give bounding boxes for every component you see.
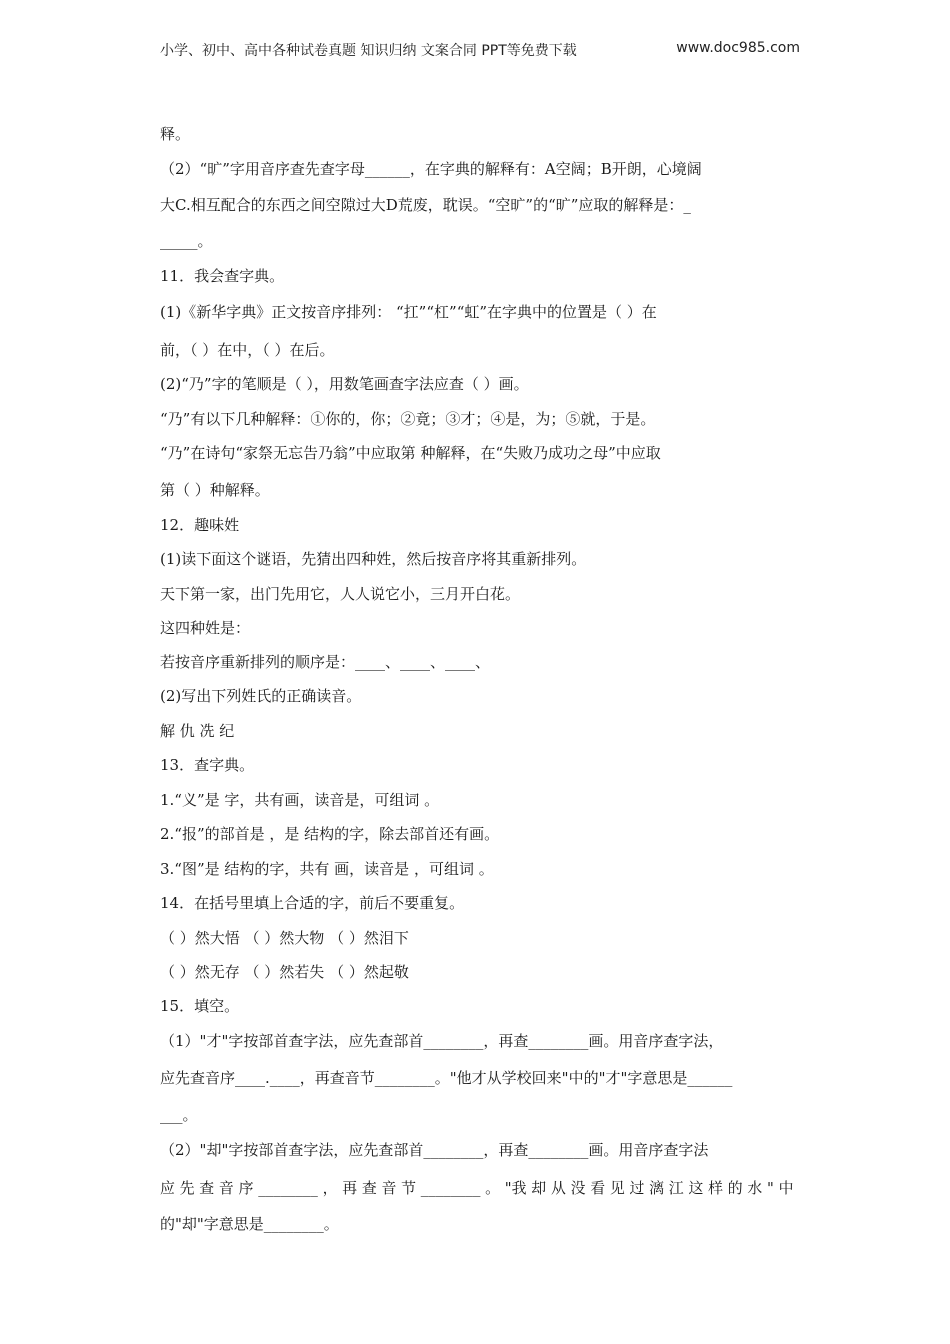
- text-line: (2)写出下列姓氏的正确读音。: [160, 687, 362, 705]
- question-heading: 15．填空。: [160, 997, 240, 1015]
- text-line: 若按音序重新排列的顺序是：____、____、____、: [160, 653, 491, 671]
- text-line: 1.“义”是 字，共有画，读音是，可组词 。: [160, 791, 440, 809]
- text-line: （1）"才"字按部首查字法，应先查部首________，再查________画。用音序查字法，: [160, 1032, 724, 1050]
- text-line: 天下第一家，出门先用它，人人说它小，三月开白花。: [160, 585, 521, 603]
- text-line: 2.“报”的部首是 ，是 结构的字，除去部首还有画。: [160, 825, 500, 843]
- text-line: （ ）然无存 （ ）然若失 （ ）然起敬: [160, 963, 409, 981]
- text-line: 解 仇 冼 纪: [160, 722, 235, 740]
- text-line: _____。: [160, 232, 213, 250]
- header-left-text: 小学、初中、高中各种试卷真题 知识归纳 文案合同 PPT等免费下载: [160, 43, 577, 59]
- text-line: (1)《新华字典》正文按音序排列： “扛”“杠”“虹”在字典中的位置是（ ）在: [160, 303, 657, 321]
- header-url: www.doc985.com: [676, 40, 800, 56]
- text-line: 应 先 查 音 序 ________ ， 再 查 音 节 ________ 。 "我 却 从 没 看 见 过 漓 江 这 样 的 水 " 中: [160, 1179, 794, 1197]
- page-header: [160, 40, 800, 60]
- text-line: “乃”有以下几种解释：①你的，你；②竟；③才；④是，为；⑤就，于是。: [160, 410, 656, 428]
- text-line: (1)读下面这个谜语，先猜出四种姓，然后按音序将其重新排列。: [160, 550, 587, 568]
- question-heading: 14．在括号里填上合适的字，前后不要重复。: [160, 894, 465, 912]
- text-line: （2）"却"字按部首查字法，应先查部首________，再查________画。用音序查字法: [160, 1141, 709, 1159]
- text-line: 释。: [160, 125, 191, 143]
- question-heading: 11．我会查字典。: [160, 267, 285, 285]
- text-line: 前，（ ）在中，（ ）在后。: [160, 341, 335, 359]
- text-line: （ ）然大悟 （ ）然大物 （ ）然泪下: [160, 929, 409, 947]
- text-line: 的"却"字意思是________。: [160, 1215, 339, 1233]
- text-line: ___。: [160, 1106, 198, 1124]
- text-line: 这四种姓是：: [160, 619, 251, 637]
- question-heading: 12．趣味姓: [160, 516, 240, 534]
- text-line: 大C.相互配合的东西之间空隙过大D荒废，耽误。“空旷”的“旷”应取的解释是：_: [160, 196, 691, 214]
- text-line: “乃”在诗句“家祭无忘告乃翁”中应取第 种解释，在“失败乃成功之母”中应取: [160, 444, 661, 462]
- text-line: (2)“乃”字的笔顺是（ ），用数笔画查字法应查（ ）画。: [160, 375, 529, 393]
- question-heading: 13．查字典。: [160, 756, 255, 774]
- text-line: 应先查音序____.____，再查音节________。"他才从学校回来"中的"才"字意思是______: [160, 1069, 733, 1087]
- text-line: 第（ ）种解释。: [160, 481, 270, 499]
- text-line: 3.“图”是 结构的字，共有 画，读音是 ，可组词 。: [160, 860, 494, 878]
- text-line: （2）“旷”字用音序查先查字母______，在字典的解释有：A空阔；B开朗，心境阔: [160, 160, 702, 178]
